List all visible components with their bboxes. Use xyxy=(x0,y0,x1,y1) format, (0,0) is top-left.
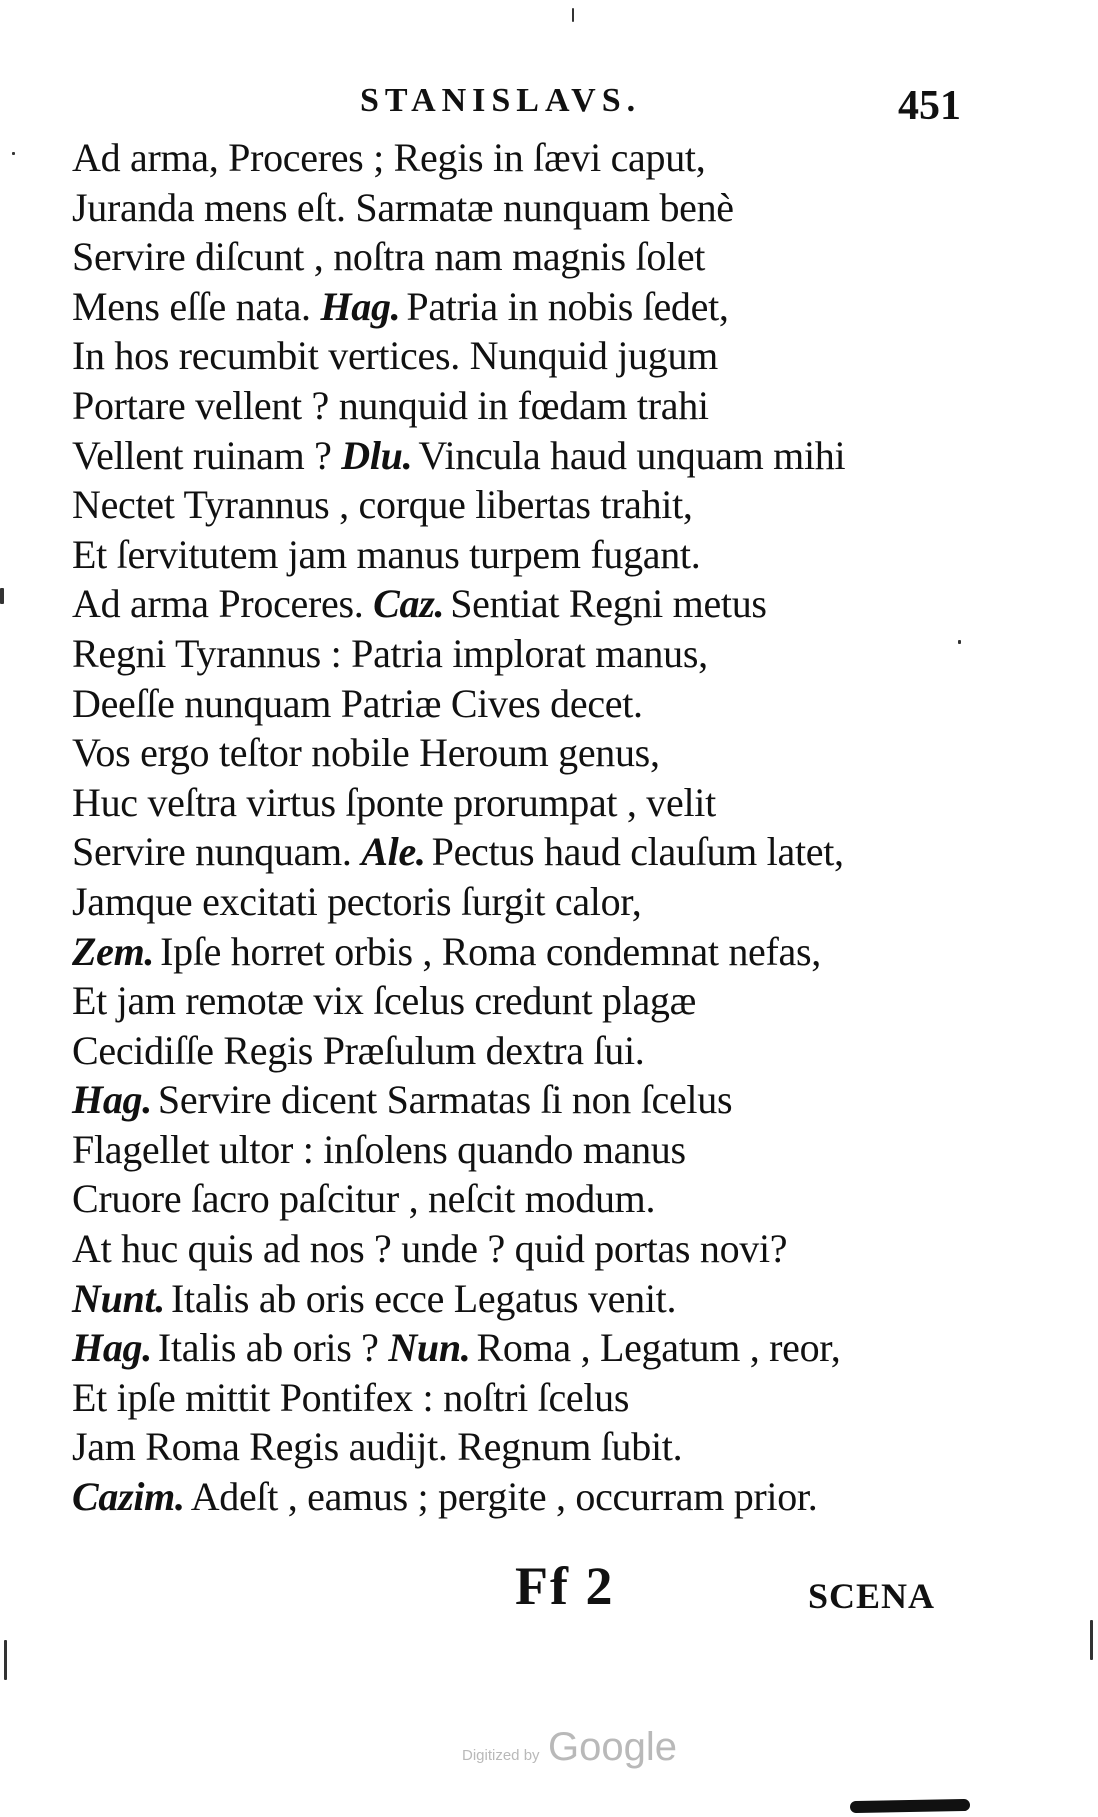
verse-text: Jam Roma Regis audijt. Regnum ſubit. xyxy=(72,1424,683,1470)
verse-line xyxy=(72,976,1072,1026)
speaker-label: Nun. xyxy=(388,1325,471,1371)
speaker-label: Cazim. xyxy=(72,1474,185,1520)
verse-line xyxy=(72,282,1072,332)
scan-smudge xyxy=(850,1799,970,1813)
verse-line xyxy=(72,579,1072,629)
verse-text: Pectus haud clauſum latet, xyxy=(431,829,844,875)
verse-line xyxy=(72,629,1072,679)
scan-speck xyxy=(958,640,961,644)
verse-line xyxy=(72,381,1072,431)
verse-line xyxy=(72,1274,1072,1324)
verse-line xyxy=(72,827,1072,877)
scan-speck xyxy=(1090,1620,1093,1660)
verse-line xyxy=(72,927,1072,977)
catchword: SCENA xyxy=(808,1576,936,1616)
scan-speck xyxy=(0,588,4,604)
verse-line xyxy=(72,778,1072,828)
verse-text: Et ſervitutem jam manus turpem fugant. xyxy=(72,531,701,577)
verse-text: Cruore ſacro paſcitur , neſcit modum. xyxy=(72,1176,656,1222)
verse-text: Nectet Tyrannus , corque libertas trahit, xyxy=(72,482,693,528)
verse-line xyxy=(72,530,1072,580)
verse-text: Deeſſe nunquam Patriæ Cives decet. xyxy=(72,680,643,726)
verse-text: Servire dicent Sarmatas ſi non ſcelus xyxy=(157,1077,733,1123)
signature-mark: Ff 2 xyxy=(515,1556,615,1616)
verse-text: Vos ergo teſtor nobile Heroum genus, xyxy=(72,730,660,776)
verse-line xyxy=(72,480,1072,530)
verse-text: In hos recumbit vertices. Nunquid jugum xyxy=(72,333,718,379)
verse-text: Adeſt , eamus ; pergite , occurram prior. xyxy=(190,1474,818,1520)
verse-text: At huc quis ad nos ? unde ? quid portas novi? xyxy=(72,1226,788,1272)
verse-text: Flagellet ultor : inſolens quando manus xyxy=(72,1126,686,1172)
verse-text: Cecidiſſe Regis Præſulum dextra ſui. xyxy=(72,1027,645,1073)
speaker-label: Hag. xyxy=(72,1325,152,1371)
verse-text: Jamque excitati pectoris ſurgit calor, xyxy=(72,878,642,924)
digitized-watermark xyxy=(462,1725,677,1770)
speaker-label: Nunt. xyxy=(72,1275,165,1321)
verse-text: Sentiat Regni metus xyxy=(450,581,767,627)
verse-block xyxy=(72,133,1072,1522)
scan-speck xyxy=(4,1640,7,1680)
verse-line xyxy=(72,232,1072,282)
verse-text: Ad arma, Proceres ; Regis in ſævi caput, xyxy=(72,135,706,180)
verse-line xyxy=(72,1026,1072,1076)
verse-text: Ipſe horret orbis , Roma condemnat nefas, xyxy=(160,928,821,974)
verse-text: Servire nunquam. xyxy=(72,829,352,875)
verse-line xyxy=(72,1422,1072,1472)
verse-text: Patria in nobis ſedet, xyxy=(406,283,729,329)
verse-line xyxy=(72,1472,1072,1522)
verse-text: Huc veſtra virtus ſponte prorumpat , velit xyxy=(72,779,716,825)
speaker-label: Hag. xyxy=(320,283,401,329)
verse-line xyxy=(72,183,1072,233)
google-logo: Google xyxy=(548,1725,677,1769)
verse-line xyxy=(72,679,1072,729)
scan-speck xyxy=(12,152,15,155)
digitized-label: Digitized by xyxy=(462,1747,540,1764)
speaker-label: Dlu. xyxy=(341,432,413,478)
verse-text: Mens eſſe nata. xyxy=(72,283,311,329)
verse-line xyxy=(72,331,1072,381)
verse-text: Italis ab oris ? xyxy=(157,1325,379,1371)
page-number: 451 xyxy=(898,83,961,129)
speaker-label: Ale. xyxy=(361,829,426,875)
verse-line xyxy=(72,133,1072,183)
speaker-label: Hag. xyxy=(72,1077,152,1123)
verse-line xyxy=(72,1373,1072,1423)
verse-text: Italis ab oris ecce Legatus venit. xyxy=(171,1275,677,1321)
verse-line xyxy=(72,431,1072,481)
verse-line xyxy=(72,1323,1072,1373)
scan-speck xyxy=(572,8,574,22)
speaker-label: Caz. xyxy=(373,581,445,627)
verse-text: Regni Tyrannus : Patria implorat manus, xyxy=(72,630,708,676)
verse-text: Roma , Legatum , reor, xyxy=(476,1325,841,1371)
verse-text: Ad arma Proceres. xyxy=(72,581,364,627)
verse-line xyxy=(72,1224,1072,1274)
verse-line xyxy=(72,1075,1072,1125)
verse-text: Et ipſe mittit Pontifex : noſtri ſcelus xyxy=(72,1374,630,1420)
verse-line xyxy=(72,1174,1072,1224)
verse-text: Portare vellent ? nunquid in fœdam trahi xyxy=(72,382,709,428)
verse-text: Servire diſcunt , noſtra nam magnis ſolet xyxy=(72,234,706,280)
verse-text: Vincula haud unquam mihi xyxy=(418,432,846,478)
verse-text: Vellent ruinam ? xyxy=(72,432,332,478)
running-head: STANISLAVS. xyxy=(360,82,642,119)
verse-text: Juranda mens eſt. Sarmatæ nunquam benè xyxy=(72,184,734,230)
speaker-label: Zem. xyxy=(72,928,155,974)
verse-text: Et jam remotæ vix ſcelus credunt plagæ xyxy=(72,978,697,1024)
verse-line xyxy=(72,877,1072,927)
verse-line xyxy=(72,1125,1072,1175)
verse-line xyxy=(72,728,1072,778)
